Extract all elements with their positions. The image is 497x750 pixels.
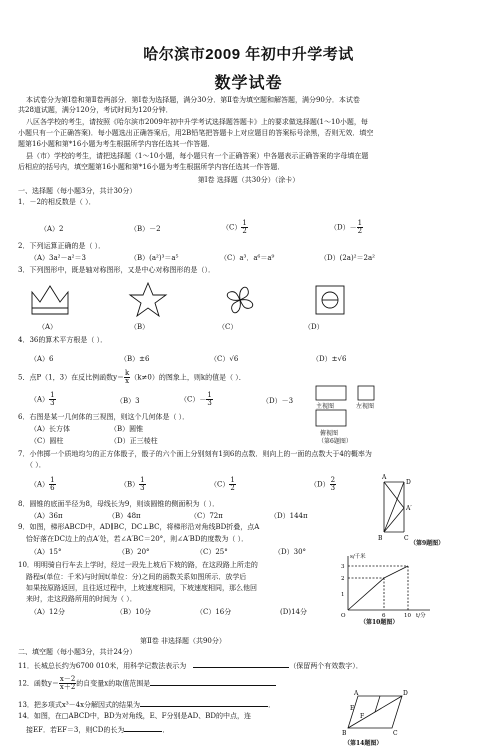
- intro-line: 八区各学校的考生，请按照《哈尔滨市2009年初中升学考试选择题答题卡》上的要求做选择题(1～10小题，每: [26, 118, 368, 126]
- q9-label-a: A: [382, 474, 387, 481]
- q8-option-c: （C）72π: [190, 512, 223, 520]
- q9-caption: （第9题图）: [410, 540, 445, 547]
- q8-stem: 8．圆锥的底面半径为8，母线长为9，则该圆锥的侧面积为（ ）．: [18, 500, 220, 508]
- q9-label-d: D: [406, 479, 411, 486]
- q14-label-a: A: [354, 690, 359, 697]
- q3-option-b: （B）: [130, 323, 150, 331]
- q3-figure-d: [316, 286, 344, 314]
- q9-stem-cont: 恰好落在DC边上的点A′处，若∠A′BC＝20°，则∠A′BD的度数为（ ）．: [26, 535, 249, 543]
- q3-option-a: （A）: [38, 323, 58, 331]
- q9-label-a-prime: A′: [406, 505, 412, 512]
- exam-title: 哈尔滨市2009 年初中升学考试: [143, 46, 354, 63]
- q1-stem: 1．－2的相反数是（ ）．: [18, 198, 96, 206]
- q3-option-d: （D）: [304, 323, 324, 331]
- part2-header: 第Ⅱ卷 非选择题（共90分）: [140, 637, 226, 645]
- q14-stem-cont: 接EF．若EF＝3，则CD的长为 ．: [26, 723, 169, 735]
- q10-stem: 10．明明骑自行车去上学时，经过一段先上坡后下坡的路，在这段路上所走的: [18, 561, 258, 569]
- q3-figure-b: [130, 283, 166, 316]
- q6-front-label: 主视图: [316, 403, 335, 410]
- q3-figure-c: [227, 287, 253, 313]
- q11-stem: 11．长城总长约为6700 010米，用科学记数法表示为 （保留两个有效数字）．: [18, 659, 363, 671]
- q2-option-d: （D）(2a)²＝2a²: [320, 254, 375, 262]
- q6-option-b: （B）圆锥: [110, 425, 144, 433]
- q7-stem: 7．小伟掷一个质地均匀的正方体骰子，骰子的六个面上分别刻有1到6的点数．则向上的一面的点数大于4的概率为: [18, 450, 372, 458]
- q10-origin: O: [341, 613, 346, 618]
- q6-front-view: [316, 386, 346, 400]
- q6-top-view: [316, 410, 346, 426]
- q7-option-a: （A） $\frac{1}{6}$: [30, 476, 55, 492]
- q14-figure: [340, 688, 410, 738]
- q4-option-a: （A）6: [30, 355, 54, 363]
- intro-line: 共28道试题，满分120分，考试时间为120分钟．: [18, 106, 173, 114]
- q10-ytick: 3: [341, 564, 345, 570]
- intro-line: 题第16小题和第*16小题为考生根据所学内容任选其一作答题．: [18, 140, 215, 148]
- intro-line: 小题只有一个正确答案)．每小题选出正确答案后，用2B铅笔把答题卡上对应题目的答案标号涂黑，否则无效．填空: [18, 129, 374, 137]
- q14-stem: 14．如图，在□ABCD中，BD为对角线，E、F分别是AD、BD的中点，连: [18, 712, 251, 720]
- q11-answer-blank[interactable]: [193, 659, 289, 668]
- q14-label-b: B: [342, 730, 347, 737]
- q9-figure: [378, 470, 448, 546]
- q14-label-c: C: [393, 730, 398, 737]
- q10-graph-line: [348, 566, 408, 610]
- q10-graph: [336, 552, 436, 618]
- q6-option-a: （A）长方体: [30, 425, 71, 433]
- q10-x-axis-label: t/分: [416, 613, 426, 618]
- q3-figures: [28, 280, 358, 322]
- q6-left-view: [358, 386, 374, 400]
- q6-option-c: （C）圆柱: [30, 437, 64, 445]
- q8-option-a: （A）36π: [30, 512, 63, 520]
- q14-label-e: E: [350, 705, 355, 712]
- section2-heading: 二、填空题（每小题3分，共计24分）: [18, 648, 137, 656]
- part1-header: 第Ⅰ卷 选择题（共30分）（涂卡）: [197, 176, 300, 184]
- q10-option-a: （A）12分: [30, 608, 65, 616]
- exam-subtitle: 数学试卷: [214, 75, 283, 92]
- q6-left-label: 左视图: [356, 403, 375, 410]
- q1-option-d: （D）－ $\frac{1}{2}$: [330, 219, 363, 235]
- section1-heading: 一、选择题（每小题3分，共计30分）: [18, 187, 137, 195]
- q10-y-axis-label: s/千米: [350, 554, 366, 560]
- intro-line: 后相应的括号内，填空题第16小题和第*16小题为考生根据所学内容任选其一作答题．: [18, 163, 285, 171]
- q6-caption: （第6题图）: [318, 438, 352, 445]
- q14-label-d: D: [403, 690, 408, 697]
- q13-answer-blank[interactable]: [140, 698, 268, 707]
- q3-stem: 3．下列图形中，既是轴对称图形，又是中心对称图形的是（）．: [18, 266, 215, 274]
- q4-stem: 4．36的算术平方根是（ ）．: [18, 336, 108, 344]
- q2-option-c: （C）a³．a⁶＝a⁹: [220, 254, 275, 262]
- q10-xtick: 6: [382, 613, 386, 618]
- q7-option-b: （B） $\frac{1}{3}$: [120, 476, 145, 492]
- q1-option-b: （B）－2: [130, 225, 161, 233]
- q10-xtick: 10: [404, 613, 411, 618]
- q10-ytick: 2: [341, 576, 345, 582]
- q10-stem-4: 来时，走这段路所用的时间为（ ）．: [26, 595, 137, 603]
- q6-top-label: 俯视图: [320, 430, 339, 437]
- q3-option-c: （C）: [218, 323, 238, 331]
- q7-stem-cont: （ ）．: [26, 461, 46, 469]
- q4-option-c: （C）√6: [210, 355, 239, 363]
- q10-ytick: 1: [341, 592, 345, 598]
- q9-label-b: B: [378, 535, 383, 542]
- q9-option-c: （C）25°: [196, 548, 228, 556]
- q5-option-c: （C）－ $\frac{1}{3}$: [180, 391, 212, 407]
- q5-option-d: （D）－3: [262, 397, 294, 405]
- q9-stem: 9．如图，梯形ABCD中，AD∥BC，DC⊥BC，将梯形沿对角线BD折叠，点A: [18, 523, 260, 531]
- q12-answer-blank[interactable]: [150, 677, 276, 686]
- q6-option-d: （D）正三棱柱: [110, 437, 158, 445]
- q10-caption: （第10题图）: [360, 619, 399, 626]
- q5-option-b: （B）3: [116, 397, 140, 405]
- q8-option-b: （B）48π: [108, 512, 141, 520]
- q10-option-b: （B）10分: [116, 608, 152, 616]
- q7-option-c: （C） $\frac{1}{2}$: [210, 476, 235, 492]
- q13-stem: 13．把多项式x³－4x分解因式的结果为 ．: [18, 698, 275, 710]
- q14-answer-blank[interactable]: [124, 723, 162, 732]
- q9-option-b: （B）20°: [118, 548, 150, 556]
- q5-option-a: （A） $\frac{1}{3}$: [30, 391, 55, 407]
- q2-option-b: （B）(a²)³＝a⁵: [130, 254, 179, 262]
- q8-option-d: （D）144π: [270, 512, 308, 520]
- q14-caption: （第14题图）: [344, 740, 383, 747]
- q3-figure-a: [32, 286, 68, 314]
- q5-stem: 5．点P（1，3）在反比例函数y＝ $\frac{k}{x}$ （k≠0）的图象上，则k的值是（ ）．: [18, 369, 246, 385]
- q10-option-c: （C）16分: [196, 608, 232, 616]
- q2-stem: 2．下列运算正确的是（ ）．: [18, 242, 106, 250]
- q2-option-a: （A）3a²－a²＝3: [30, 254, 86, 262]
- q7-option-d: （D） $\frac{2}{3}$: [310, 476, 336, 492]
- q10-option-d: (D)14分: [280, 608, 307, 616]
- q12-stem: 12．函数y＝ $\frac{x-2}{x+2}$ 的自变量x的取值范围是: [18, 676, 276, 691]
- q1-option-c: （C） $\frac{1}{2}$: [222, 219, 247, 235]
- q10-stem-3: 如果按原路返回，且往返过程中，上坡速度相同，下坡速度相同，那么他回: [26, 584, 257, 592]
- q1-option-a: （A）2: [40, 225, 64, 233]
- q4-option-b: （B）±6: [120, 355, 150, 363]
- q9-label-c: C: [404, 535, 409, 542]
- q4-option-d: （D）±√6: [312, 355, 347, 363]
- q10-stem-2: 路程s(单位：千米)与时间t(单位：分)之间的函数关系如图所示．放学后: [26, 573, 247, 581]
- intro-line: 县（市）学校的考生，请把选择题（1～10小题，每小题只有一个正确答案）中各题表示正确答案的字母填在题: [26, 152, 369, 160]
- intro-line: 本试卷分为第Ⅰ卷和第Ⅱ卷两部分．第Ⅰ卷为选择题，满分30分．第Ⅱ卷为填空题和解答题，满分90分．本试卷: [26, 96, 360, 104]
- q14-label-f: F: [360, 713, 365, 720]
- q9-option-a: （A）15°: [30, 548, 62, 556]
- q9-option-d: （D）30°: [274, 548, 307, 556]
- q6-stem: 6．右图是某一几何体的三视图，则这个几何体是（ ）．: [18, 413, 190, 421]
